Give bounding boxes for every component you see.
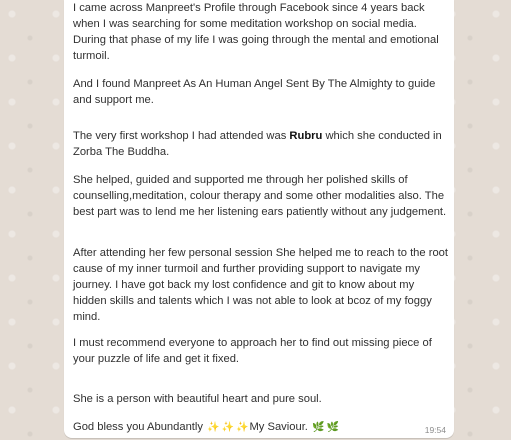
message-paragraph-4: She helped, guided and supported me through her polished skills of counselling,meditation, colour therapy and some other modalities also. The best part was to lend me her listening ears patiently without any judgement. <box>73 174 448 218</box>
message-paragraph-3-end: which she conducted in Zorba The Buddha. <box>73 130 445 158</box>
message-paragraph-8 <box>73 419 393 436</box>
sparkles-emoji-icon: ✨ <box>236 422 249 433</box>
sparkles-emoji-icon: ✨ <box>207 422 220 433</box>
message-paragraph-3-start: The very first workshop I had attended was <box>73 130 290 142</box>
message-paragraph-1: I came across Manpreet's Profile through Facebook since 4 years back when I was searching for some meditation workshop on social media. During that phase of my life I was going through the mental and emotional turmoil. <box>73 2 442 62</box>
message-paragraph-8-start: God bless you Abundantly <box>73 421 207 433</box>
herb-emoji-icon: 🌿 <box>312 422 325 433</box>
message-paragraph-3 <box>73 128 448 160</box>
message-timestamp: 19:54 <box>424 425 446 435</box>
message-paragraph-7: She is a person with beautiful heart and pure soul. <box>73 393 322 405</box>
herb-emoji-icon: 🌿 <box>326 422 339 433</box>
sparkles-emoji-icon: ✨ <box>221 422 235 433</box>
message-bubble[interactable] <box>64 0 454 438</box>
message-paragraph-2: And I found Manpreet As An Human Angel Sent By The Almighty to guide and support me. <box>73 78 439 106</box>
workshop-name: Rubru <box>289 130 323 142</box>
message-paragraph-5: After attending her few personal session She helped me to reach to the root cause of my inner turmoil and further providing support to navigate my journey. I have got back my lost confidence and git to know about my hidden skills and talents which I was not able to look at bcoz of my foggy mind. <box>73 247 452 323</box>
message-paragraph-6: I must recommend everyone to approach her to find out missing piece of your puzzle of life and get it fixed. <box>73 337 435 365</box>
message-paragraph-8-end: My Saviour. <box>249 421 312 433</box>
